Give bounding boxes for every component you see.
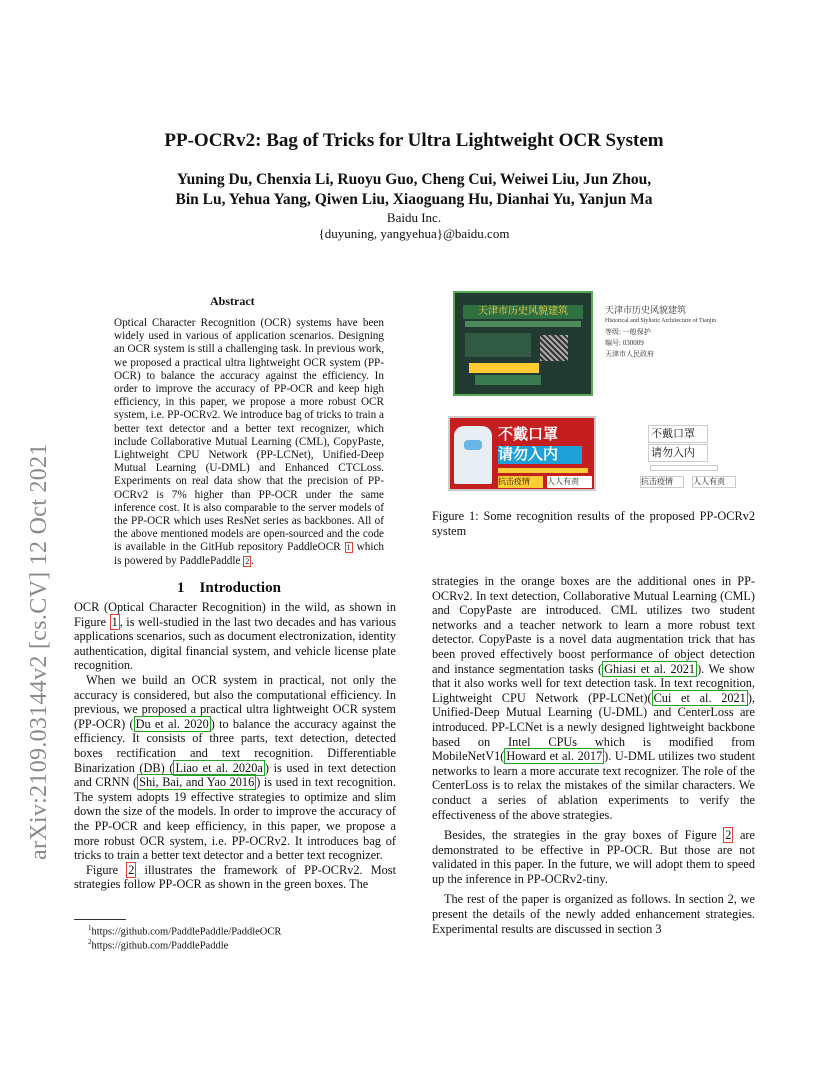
affiliation-block (0, 210, 828, 242)
section-heading-introduction: 1 Introduction (177, 580, 281, 596)
citation-howard-2017[interactable]: Howard et al. 2017 (506, 749, 603, 764)
intro-paragraph-1: OCR (Optical Character Recognition) in the wild, as shown in Figure 1 , is well-studied in the last two decades and has various applications scenarios, such as document electronization, identity authentication, digital financial system, and vehicle license plate recognition. (74, 600, 396, 673)
citation-cui-2021[interactable]: Cui et al. 2021 (653, 690, 746, 705)
footnote-1: $^1$https://github.com/PaddlePaddle/PaddleOCR (88, 924, 282, 938)
qr-code-icon (540, 335, 568, 361)
affiliation: Baidu Inc. (386, 210, 442, 225)
footnote-2: $^2$https://github.com/PaddlePaddle (88, 938, 229, 952)
footnote-1-link[interactable]: https://github.com/PaddlePaddle/PaddleOCR (91, 926, 282, 938)
sign1-title: 天津市历史风貌建筑 (463, 305, 583, 319)
footnote-divider (74, 919, 126, 920)
recognition-result-2-banner-left: 抗击疫情 (640, 476, 684, 488)
authors-line-2: Bin Lu, Yehua Yang, Qiwen Liu, Xiaoguang Hu, Dianhai Yu, Yanjun Ma (175, 191, 653, 208)
recognition-result-2-line1: 不戴口罩 (648, 425, 708, 443)
recognition-result-2-line2: 请勿入内 (648, 444, 708, 462)
sign2-banner-right: 人人有责 (547, 476, 592, 488)
right-paragraph-1: strategies in the orange boxes are the additional ones in PP-OCRv2. In text detection, Collaborative Mutual Learning (CML) and CopyPaste are introduced. CML utilizes two student networks and a teacher network to learn a more robust text detector. CopyPaste is a novel data augmentation trick that has been proved effectively boost performance of object detection and instance segmentation tasks ( Ghiasi et al. 2021 ). We show that it also works well for text detection task. In text recognition, Lightweight CPU Network (PP-LCNet)( Cui et al. 2021 ), Unified-Deep Mutual Learning (U-DML) and CenterLoss are introduced. PP-LCNet is a newly designed lightweight backbone based on Intel CPUs which is modified from MobileNetV1( Howard et al. 2017 ). U-DML utilizes two student networks to learn a more accurate text recognizer. The role of the CenterLoss is to relax the mistakes of the similar characters. We conduct a series of ablation experiments to verify the effectiveness of the above strategies. (432, 574, 755, 822)
figure-1-caption: Figure 1: Some recognition results of the proposed PP-OCRv2 system (432, 509, 755, 538)
left-column-body (74, 600, 396, 892)
citation-shi-2016[interactable]: Shi, Bai, and Yao 2016 (139, 775, 255, 790)
abstract-text: Optical Character Recognition (OCR) systems have been widely used in various of application scenarios. Designing an OCR system is still a challenging task. In previous work, we proposed a practical ultra lightweight OCR system (PP-OCR) to balance the accuracy against the efficiency. In order to improve the accuracy of PP-OCR and keep high efficiency, in this paper, we propose a more robust OCR system, i.e. PP-OCRv2. We introduce bag of tricks to train a better text detector and a better text recognizer, which include Collaborative Mutual Learning (CML), CopyPaste, Lightweight CPU Network (PP-LCNet), Unified-Deep Mutual Learning (U-DML) and Enhanced CTCLoss. Experiments on real data show that the precision of PP-OCRv2 is 7% higher than PP-OCR under the same inference cost. It is also comparable to the server models of the PP-OCR which uses ResNet series as backbones. All of the above mentioned models are open-sourced and the code is available in the GitHub repository PaddleOCR $^1$ which is powered by PaddlePaddle $^2$ . (114, 317, 385, 567)
sign2-line2: 请勿入内 (498, 446, 582, 464)
figure-sign-mask-image (448, 416, 596, 491)
author-list (0, 170, 828, 210)
abstract-heading: Abstract (210, 294, 255, 308)
abstract-body: Optical Character Recognition (OCR) systems have been widely used in various of application scenarios. Designing an OCR system is still a challenging task. In previous work, we proposed a practical ultra lightweight OCR system (PP-OCR) to balance the accuracy against the efficiency. In order to improve the accuracy of PP-OCR and keep high efficiency, in this paper, we propose a more robust OCR system, i.e. PP-OCRv2. We introduce bag of tricks to train a better text detector and a better text recognizer, which include Collaborative Mutual Learning (CML), CopyPaste, Lightweight CPU Network (PP-LCNet), Unified-Deep Mutual Learning (U-DML) and Enhanced CTCLoss. Experiments on real data show that the precision of PP-OCRv2 is 7% higher than PP-OCR under the same inference cost. It is also comparable to the server models of the PP-OCR which uses ResNet series as backbones. All of the above mentioned models are open-sourced and the code is available in the GitHub repository PaddleOCR (114, 317, 384, 554)
doctor-illustration-icon (454, 426, 492, 484)
recognition-result-1: 天津市历史风貌建筑 Historical and Stylistic Architecture of Tianjin 等级: 一般保护 编号: 030009 天津市人民政府 (605, 305, 717, 358)
author-email: {duyuning, yangyehua}@baidu.com (318, 226, 510, 241)
right-paragraph-3: The rest of the paper is organized as follows. In section 2, we present the details of the newly added enhancement strategies. Experimental results are discussed in section 3 (432, 892, 755, 936)
arxiv-identifier: arXiv:2109.03144v2 [cs.CV] 12 Oct 2021 (26, 443, 52, 860)
sign2-line1: 不戴口罩 (498, 427, 559, 443)
sign2-banner-left: 抗击疫情 (498, 476, 543, 488)
abstract-tail: which is powered by PaddlePaddle (114, 541, 385, 567)
citation-du-2020[interactable]: Du et al. 2020 (135, 716, 209, 731)
right-paragraph-2: Besides, the strategies in the gray boxes of Figure 2 are demonstrated to be effective in PP-OCR. But those are not validated in this paper. In the future, we will adopt them to speed up the inference in PP-OCRv2-tiny. (432, 828, 755, 886)
paper-title: PP-OCRv2: Bag of Tricks for Ultra Lightweight OCR System (164, 130, 664, 151)
footnote-ref-1[interactable]: 1 (346, 543, 351, 553)
footnote-2-link[interactable]: https://github.com/PaddlePaddle (91, 940, 229, 952)
intro-paragraph-3: Figure 2 illustrates the framework of PP-OCRv2. Most strategies follow PP-OCR as shown in the green boxes. The (74, 862, 396, 892)
footnote-ref-2[interactable]: 2 (245, 556, 250, 566)
right-column-body (432, 574, 755, 936)
figure-sign-heritage-image (453, 291, 593, 396)
figure-ref-2[interactable]: 2 (128, 862, 135, 877)
intro-paragraph-2: When we build an OCR system in practical, not only the accuracy is considered, but also the computational efficiency. In previous, we proposed a practical ultra lightweight OCR system (PP-OCR) ( Du et al. 2020 ) to balance the accuracy against the efficiency. It consists of three parts, text detection, detected boxes rectification and text recognition. Differentiable Binarization (DB) ( Liao et al. 2020a ) is used in text detection and CRNN ( Shi, Bai, and Yao 2016 ) is used in text recognition. The system adopts 19 effective strategies to optimize and slim down the size of the models. In order to improve the accuracy of the PP-OCR and keep efficiency, in this paper, we propose a more robust OCR system, i.e. PP-OCRv2. It introduces bag of tricks to train a better text detector and a better text recognizer. (74, 672, 397, 863)
recognition-result-2-banner-right: 人人有责 (692, 476, 736, 488)
figure-ref-1[interactable]: 1 (111, 614, 118, 629)
citation-ghiasi-2021[interactable]: Ghiasi et al. 2021 (604, 661, 696, 676)
figure-ref-2-right[interactable]: 2 (725, 828, 732, 843)
citation-liao-2020a[interactable]: Liao et al. 2020a (175, 760, 263, 775)
authors-line-1: Yuning Du, Chenxia Li, Ruoyu Guo, Cheng Cui, Weiwei Liu, Jun Zhou, (176, 171, 652, 188)
